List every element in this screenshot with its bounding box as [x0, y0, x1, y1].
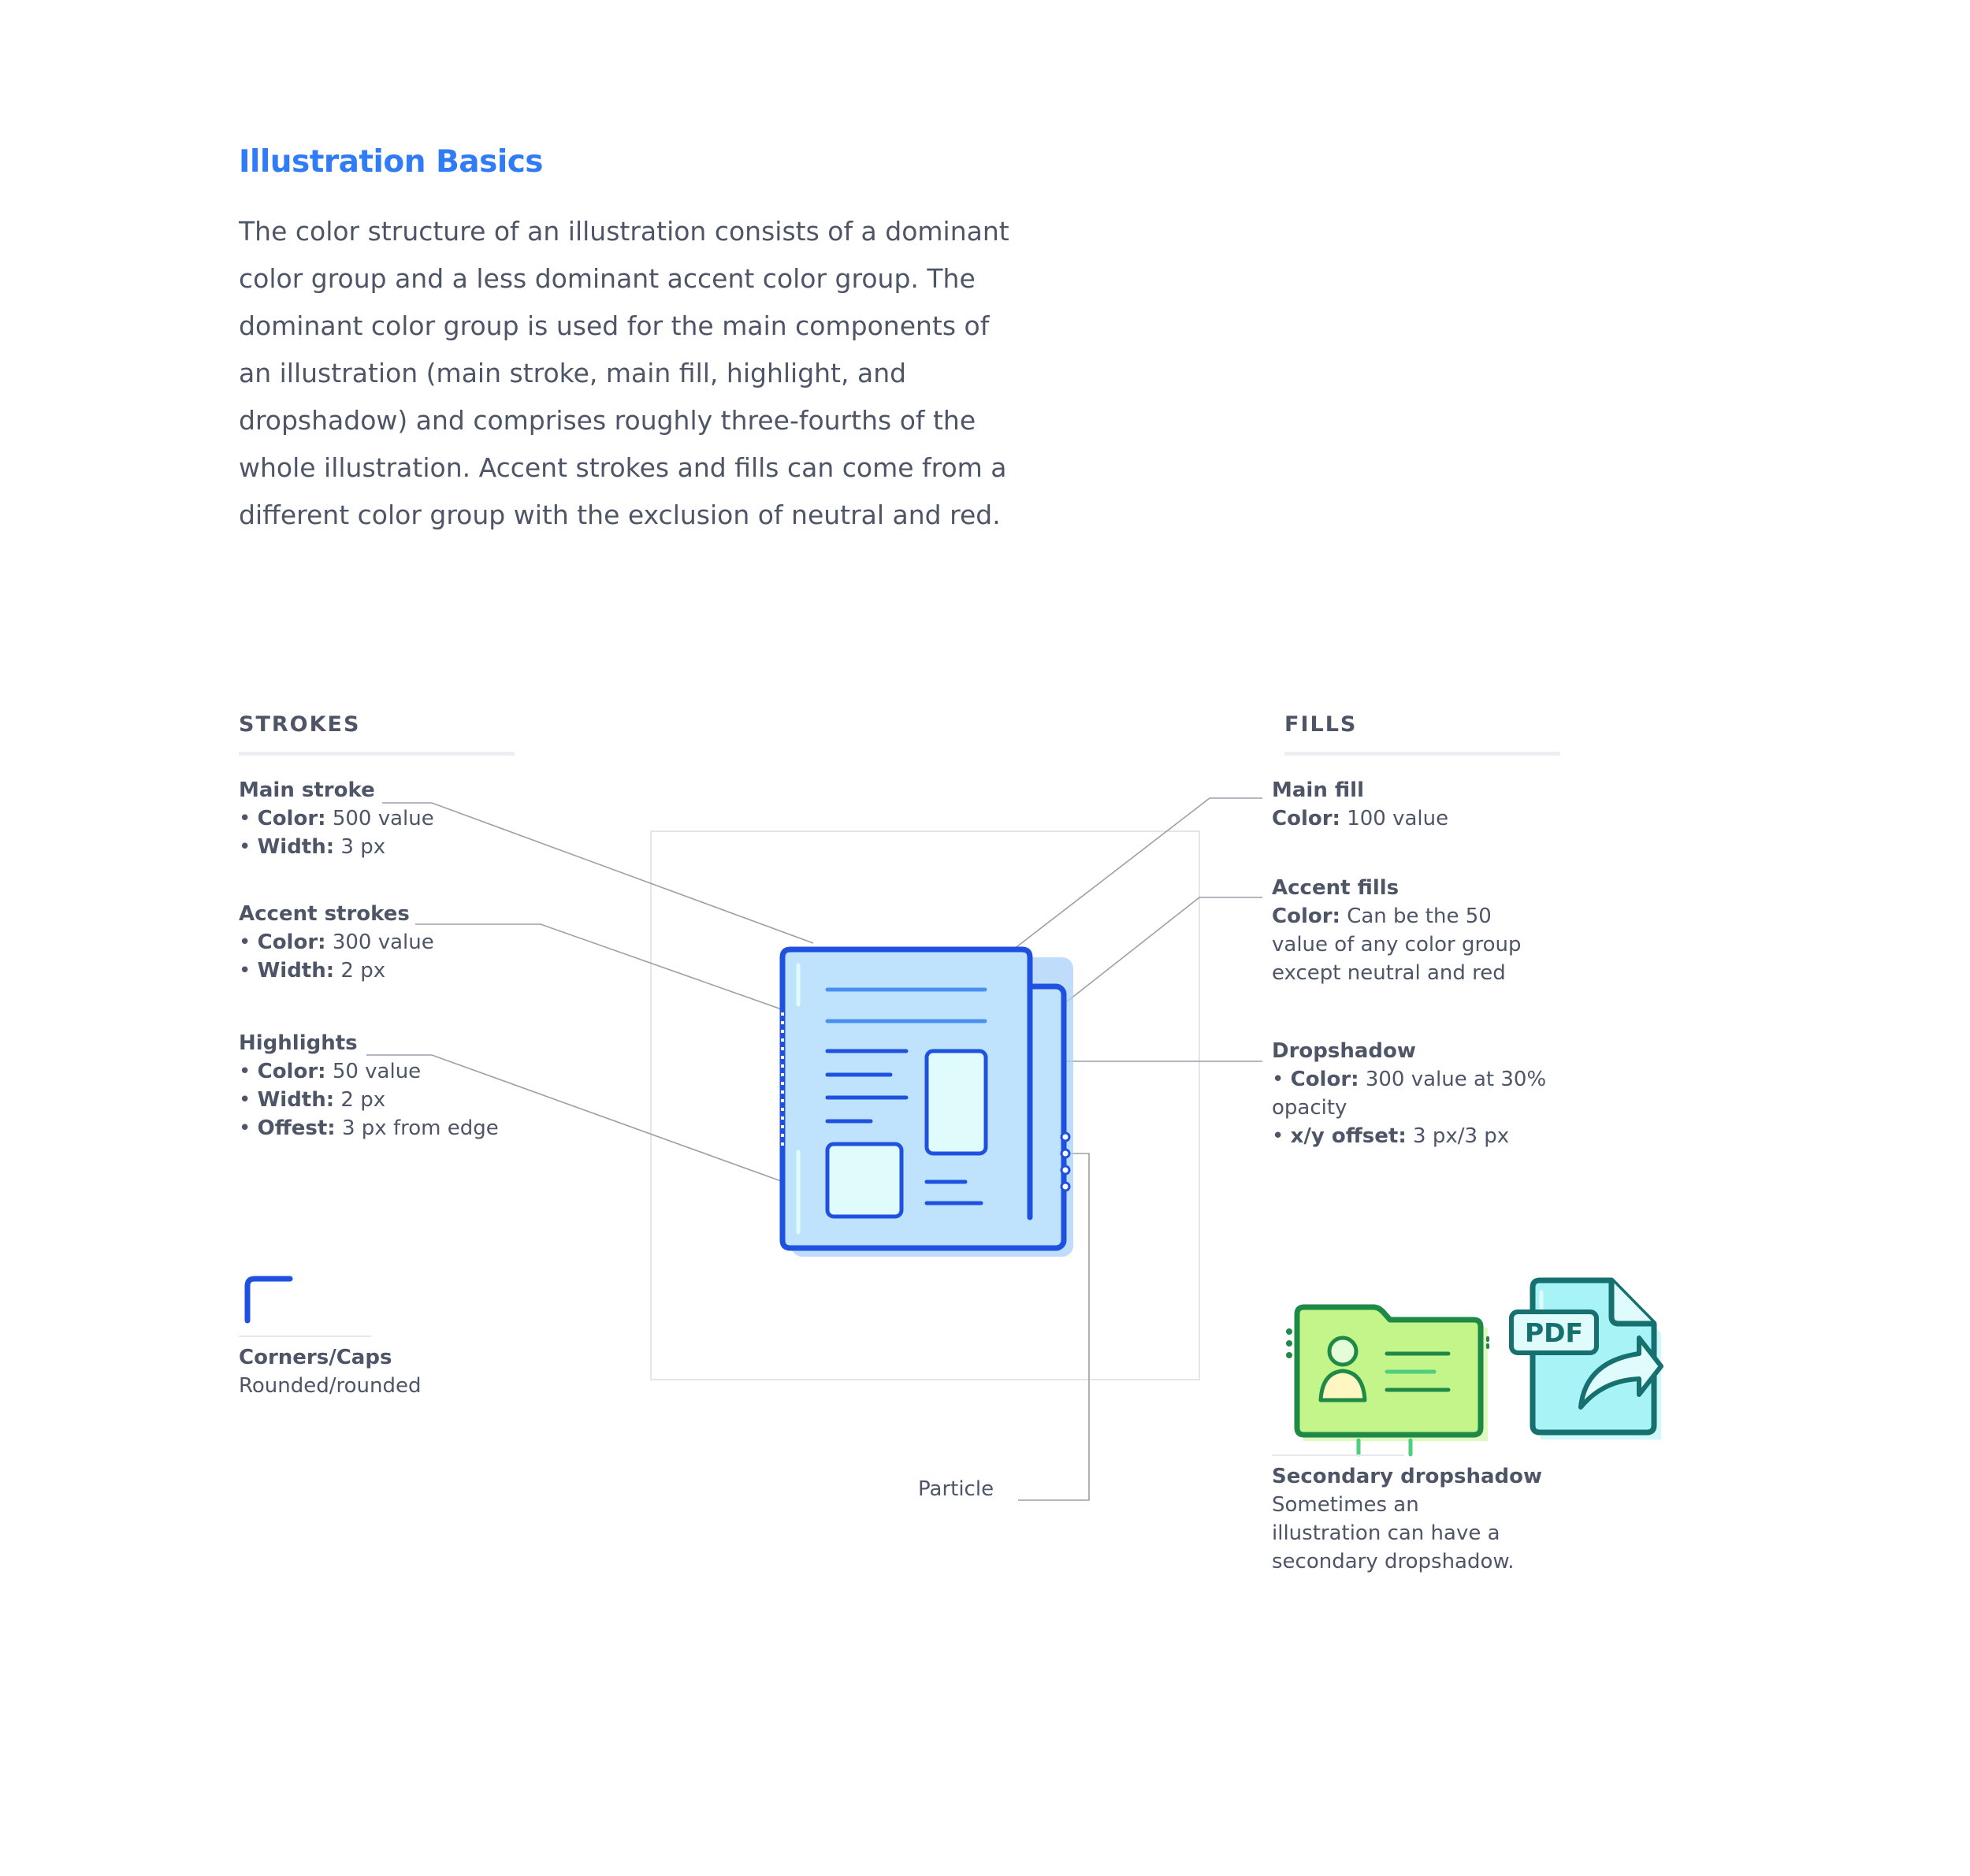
- corner-cap-icon: [247, 1279, 290, 1321]
- color-value: 50 value: [332, 1060, 422, 1083]
- spec-main-fill-color: [1272, 804, 1448, 833]
- offset-key: x/y offset:: [1290, 1124, 1407, 1148]
- spec-accent-fills-line2: value of any color group: [1272, 933, 1522, 957]
- spec-main-stroke-width: • Width: 3 px: [239, 835, 386, 859]
- color-value: 500 value: [332, 807, 434, 830]
- accent-box-tall: [927, 1051, 986, 1153]
- color-key: Color:: [1272, 905, 1340, 928]
- spec-dropshadow: [1272, 1037, 1546, 1150]
- spec-accent-strokes-title: Accent strokes: [239, 902, 410, 926]
- spec-secondary-dropshadow: [1272, 1462, 1542, 1576]
- accent-box-square: [827, 1144, 901, 1217]
- spec-corners-value: Rounded/rounded: [239, 1374, 422, 1398]
- width-value: 2 px: [340, 1088, 386, 1112]
- color-key: Color:: [1272, 807, 1340, 830]
- spec-accent-strokes: [239, 900, 434, 985]
- spec-main-stroke: [239, 776, 434, 861]
- spec-dropshadow-offset: • x/y offset: 3 px/3 px: [1272, 1124, 1510, 1148]
- color-value: Can be the 50: [1347, 905, 1492, 928]
- spec-accent-fills: [1272, 874, 1521, 987]
- secondary-divider: [1272, 1454, 1404, 1456]
- page-title: Illustration Basics: [239, 144, 544, 180]
- corners-divider: [239, 1335, 371, 1337]
- width-key: Width:: [257, 959, 335, 983]
- spec-highlights: [239, 1029, 499, 1142]
- offset-value: 3 px/3 px: [1413, 1124, 1510, 1148]
- spec-main-stroke-color: • Color: 500 value: [239, 807, 434, 830]
- spec-corners-title: Corners/Caps: [239, 1346, 392, 1369]
- color-key: Color:: [257, 807, 326, 830]
- spec-accent-strokes-color: • Color: 300 value: [239, 931, 434, 954]
- spec-dropshadow-color-2: opacity: [1272, 1096, 1347, 1120]
- width-key: Width:: [257, 1088, 335, 1112]
- spec-secondary-title: Secondary dropshadow: [1272, 1465, 1543, 1488]
- leader-accent-strokes: [415, 924, 820, 1023]
- pdf-label: PDF: [1524, 1317, 1584, 1348]
- color-value: 300 value at 30%: [1365, 1068, 1547, 1091]
- spec-secondary-line1: Sometimes an: [1272, 1493, 1419, 1517]
- width-value: 2 px: [340, 959, 386, 983]
- spec-highlights-color: • Color: 50 value: [239, 1060, 422, 1083]
- color-value: 100 value: [1347, 807, 1449, 830]
- color-key: Color:: [257, 1060, 326, 1083]
- strokes-heading: STROKES: [239, 712, 361, 737]
- spec-accent-fills-title: Accent fills: [1272, 876, 1399, 900]
- particle-label: Particle: [918, 1477, 994, 1501]
- offset-value: 3 px from edge: [341, 1116, 499, 1140]
- spec-highlights-title: Highlights: [239, 1031, 358, 1055]
- spec-secondary-line3: secondary dropshadow.: [1272, 1550, 1515, 1573]
- spec-dropshadow-color: • Color: 300 value at 30%: [1272, 1068, 1547, 1091]
- pdf-export-icon: [1511, 1280, 1661, 1440]
- spec-highlights-width: • Width: 2 px: [239, 1088, 386, 1112]
- width-key: Width:: [257, 835, 335, 859]
- spec-main-fill: [1272, 776, 1448, 833]
- color-value: 300 value: [332, 931, 434, 954]
- offset-key: Offest:: [257, 1116, 336, 1140]
- color-key: Color:: [1290, 1068, 1359, 1091]
- spec-accent-fills-line1: [1272, 902, 1521, 931]
- spec-secondary-line2: illustration can have a: [1272, 1521, 1500, 1545]
- newspaper-illustration: [782, 949, 1073, 1257]
- spec-highlights-offset: • Offest: 3 px from edge: [239, 1116, 499, 1140]
- width-value: 3 px: [340, 835, 386, 859]
- spec-dropshadow-title: Dropshadow: [1272, 1039, 1416, 1063]
- spec-accent-fills-line3: except neutral and red: [1272, 961, 1506, 985]
- leader-main-stroke: [382, 803, 813, 943]
- fills-heading: FILLS: [1284, 712, 1358, 737]
- spec-main-stroke-title: Main stroke: [239, 778, 375, 802]
- folder-contact-icon: [1286, 1307, 1488, 1454]
- leader-main-fill: [990, 798, 1262, 968]
- spec-main-fill-title: Main fill: [1272, 778, 1364, 802]
- spec-corners: [239, 1343, 422, 1400]
- spec-accent-strokes-width: • Width: 2 px: [239, 959, 386, 983]
- intro-paragraph: The color structure of an illustration consists of a dominant color group and a less dominant accent color group. The dominant color group is used for the main components of an illustration (main stroke, main fill, highlight, and dropshadow) and comprises roughly three-fourths of the whole illustration. Accent strokes and fills can come from a different color group with the exclusion of neutral and red.: [239, 216, 1009, 530]
- color-key: Color:: [257, 931, 326, 954]
